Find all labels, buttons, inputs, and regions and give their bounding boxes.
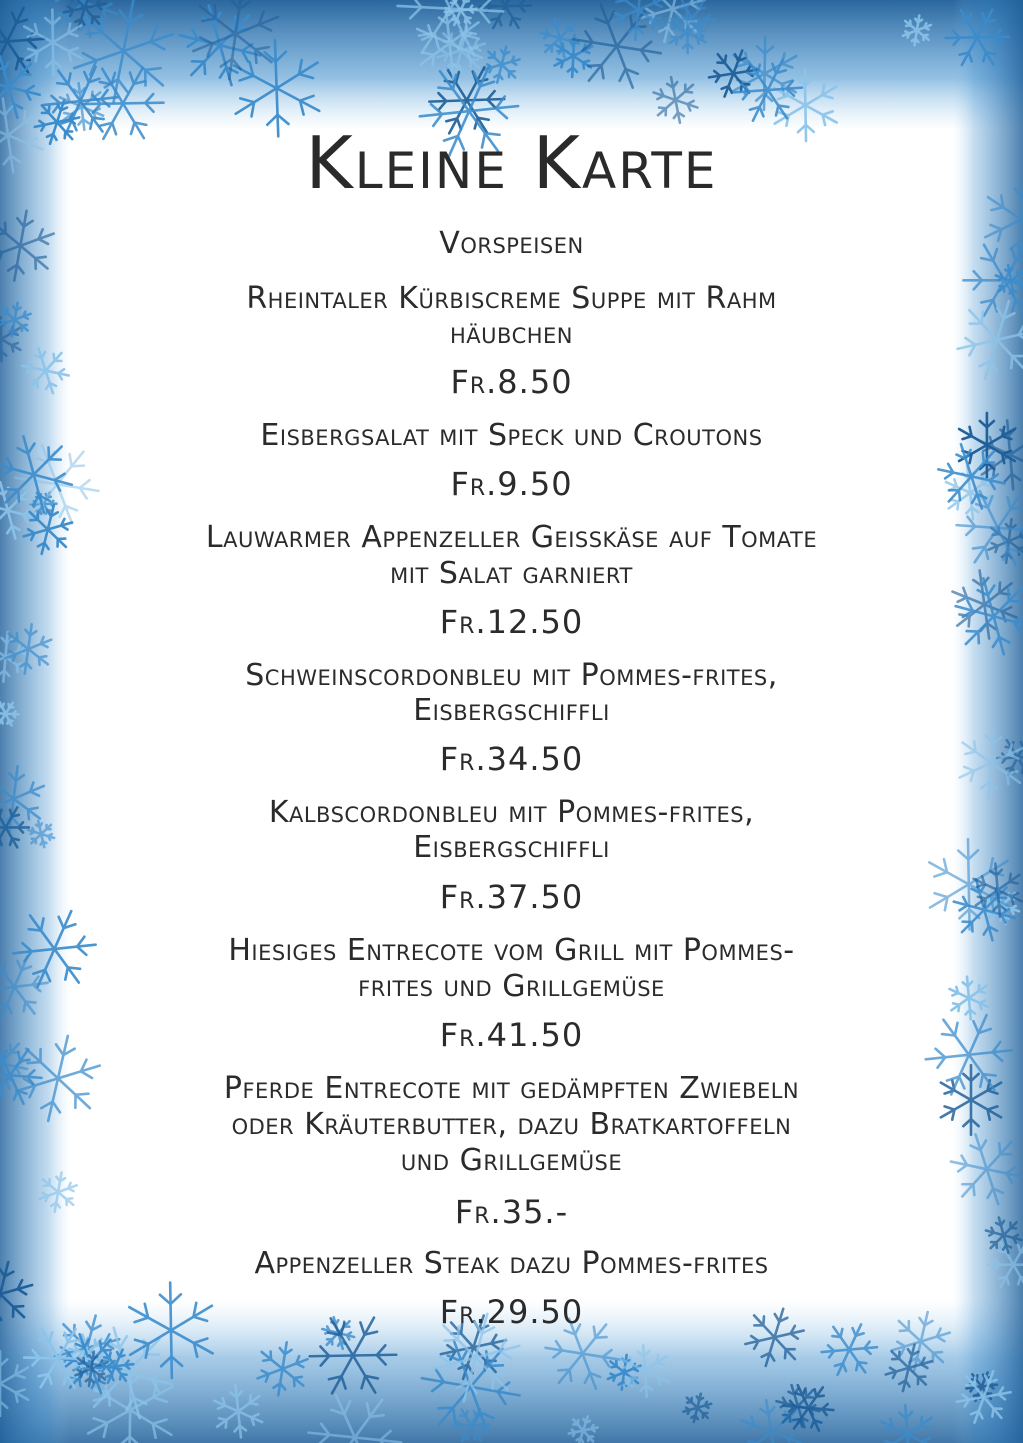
menu-item-name: Eisbergschiffli	[413, 693, 610, 728]
menu-item-name: häubchen	[450, 316, 573, 351]
menu-item-name: Lauwarmer Appenzeller Geisskäse auf Tomate	[205, 520, 818, 555]
menu-item-price: Fr.37.50	[439, 878, 584, 916]
menu-item-name: und Grillgemüse	[400, 1143, 623, 1178]
menu-item-name: Pferde Entrecote mit gedämpften Zwiebeln	[223, 1071, 800, 1106]
menu-item-price: Fr.34.50	[439, 740, 584, 778]
menu-item-name: Appenzeller Steak dazu Pommes-frites	[254, 1246, 769, 1281]
menu-item-name: Eisbergschiffli	[413, 830, 610, 865]
section-heading: Vorspeisen	[439, 226, 584, 261]
menu-item-name: Kalbscordonbleu mit Pommes-frites,	[268, 795, 755, 830]
menu-item-name: frites und Grillgemüse	[358, 969, 665, 1004]
menu-item-price: Fr.29.50	[439, 1293, 584, 1331]
menu-item-name: mit Salat garniert	[390, 556, 633, 591]
menu-item-name: Hiesiges Entrecote vom Grill mit Pommes-	[228, 933, 795, 968]
menu-item-price: Fr.9.50	[450, 465, 573, 503]
page-title: Kleine Karte	[305, 121, 718, 205]
menu-item-name: oder Kräuterbutter, dazu Bratkartoffeln	[231, 1107, 792, 1142]
menu-item-price: Fr.12.50	[439, 603, 584, 641]
menu-item-name: Rheintaler Kürbiscreme Suppe mit Rahm	[246, 281, 777, 316]
menu-item-name: Eisbergsalat mit Speck und Croutons	[260, 418, 763, 453]
menu-item-name: Schweinscordonbleu mit Pommes-frites,	[245, 658, 778, 693]
menu-item-price: Fr.8.50	[450, 363, 573, 401]
menu-item-price: Fr.41.50	[439, 1016, 584, 1054]
menu-item-price: Fr.35.-	[454, 1193, 569, 1231]
